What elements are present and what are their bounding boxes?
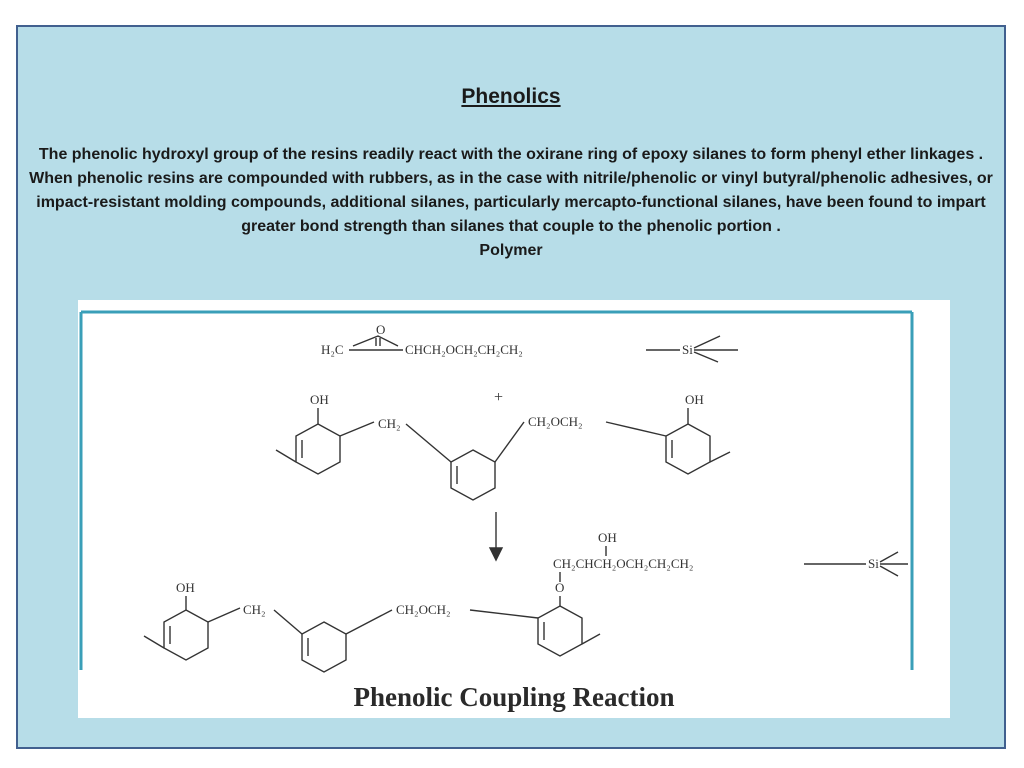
label-ch2-bridge: CH₂ <box>378 416 401 431</box>
slide-body <box>24 143 998 263</box>
label-ch2och2-bridge: CH₂OCH₂ <box>528 414 583 429</box>
label-product-chain: CH₂CHCH₂OCH₂CH₂CH₂ <box>553 556 694 571</box>
bond-lines <box>144 336 908 672</box>
label-product-o: O <box>555 580 565 595</box>
reaction-diagram <box>78 300 950 718</box>
label-product-oh: OH <box>598 530 617 545</box>
label-ch2-bottom: CH₂ <box>243 602 266 617</box>
figure-caption: Phenolic Coupling Reaction <box>353 682 675 712</box>
label-oh-right: OH <box>685 392 704 407</box>
label-epoxy-chain: CHCH₂OCH₂CH₂CH₂ <box>405 342 523 357</box>
figure-frame <box>81 312 912 670</box>
label-ch2och2-bottom: CH₂OCH₂ <box>396 602 451 617</box>
label-h2c: H₂C <box>321 342 344 357</box>
slide-title: Phenolics <box>461 85 561 108</box>
label-plus: + <box>494 389 504 406</box>
label-oh-bottom: OH <box>176 580 195 595</box>
paragraph-polymer: Polymer <box>479 242 543 259</box>
label-carbonyl-o: O <box>376 322 386 337</box>
paragraph-rubbers: When phenolic resins are compounded with rubbers, as in the case with nitrile/phenolic or vinyl butyral/phenolic adhesives, or impact-resistant molding compounds, additional silanes, particularly mercapto-functional silanes, have been found to impart greater bond strength than silanes that couple to the phenolic portion . <box>29 170 993 235</box>
label-oh-left: OH <box>310 392 329 407</box>
label-product-si: Si <box>868 556 879 571</box>
slide <box>16 25 1006 749</box>
paragraph-hydroxyl: The phenolic hydroxyl group of the resins readily react with the oxirane ring of epoxy silanes to form phenyl ether linkages . <box>38 146 984 163</box>
reaction-figure <box>78 300 950 718</box>
label-si-top: Si <box>682 342 693 357</box>
